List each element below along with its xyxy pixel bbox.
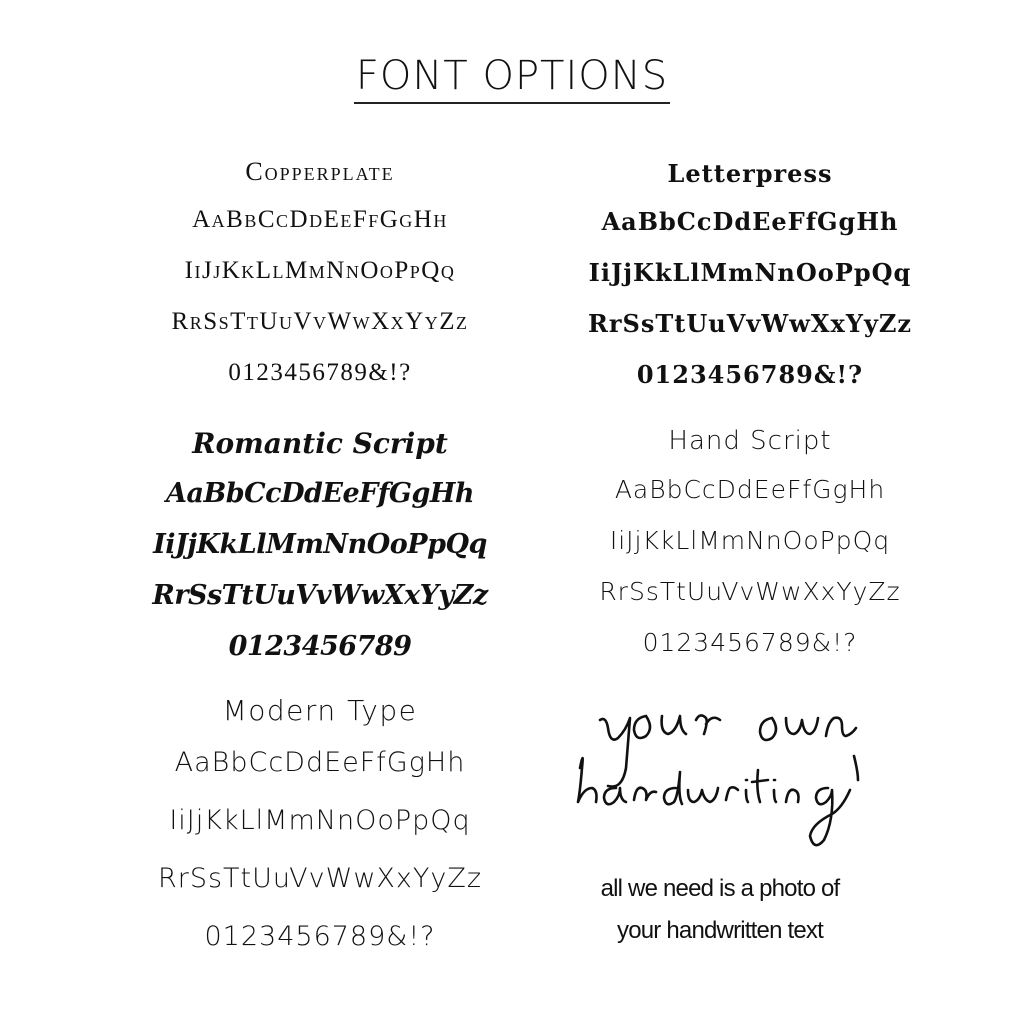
glyph-line: RrSsTtUuVvWwXxYyZz [171, 308, 469, 335]
handwriting-sample-image [560, 690, 900, 870]
glyph-line: 0123456789&!? [228, 359, 412, 386]
glyph-line: IiJjKkLlMmNnOoPpQq [609, 526, 891, 555]
glyph-line: RrSsTtUuVvWwXxYyZz [157, 863, 483, 894]
glyph-line: AaBbCcDdEeFfGgHh [614, 475, 886, 504]
glyph-line: RrSsTtUuVvWwXxYyZz [599, 577, 901, 606]
glyph-line: RrSsTtUuVvWwXxYyZz [587, 309, 913, 338]
glyph-line: 0123456789&!? [204, 921, 436, 952]
font-name-hand-script: Hand Script [668, 426, 832, 456]
font-sample-modern-type [100, 688, 540, 966]
glyph-line: AaBbCcDdEeFfGgHh [601, 207, 899, 236]
page-title: FONT OPTIONS [354, 52, 670, 104]
handwriting-caption [540, 868, 900, 952]
font-name-romantic-script: Romantic Script [192, 427, 448, 460]
caption-line: your handwritten text [617, 917, 823, 944]
glyph-line: 0123456789&!? [642, 628, 858, 657]
glyph-line: AaBbCcDdEeFfGgHh [174, 747, 466, 778]
handwriting-sample [560, 690, 900, 870]
font-sample-copperplate [110, 150, 530, 398]
glyph-line: IiJjKkLlMmNnOoPpQq [153, 529, 487, 560]
font-name-copperplate: Copperplate [245, 157, 395, 186]
glyph-line: AaBbCcDdEeFfGgHh [192, 206, 448, 233]
caption-line: all we need is a photo of [600, 875, 840, 902]
font-name-letterpress: Letterpress [667, 159, 833, 188]
font-name-modern-type: Modern Type [222, 694, 418, 727]
font-sample-hand-script [540, 418, 960, 668]
font-sample-romantic-script [100, 420, 540, 672]
font-sample-letterpress [540, 152, 960, 400]
glyph-line: IiJjKkLlMmNnOoPpQq [184, 257, 456, 284]
glyph-line: 0123456789&!? [636, 360, 864, 389]
glyph-line: AaBbCcDdEeFfGgHh [166, 478, 474, 509]
glyph-line: 0123456789 [228, 631, 412, 662]
glyph-line: IiJjKkLlMmNnOoPpQq [588, 258, 912, 287]
glyph-line: RrSsTtUuVvWwXxYyZz [152, 580, 488, 611]
page-title-wrap [0, 52, 1024, 104]
glyph-line: IiJjKkLlMmNnOoPpQq [169, 805, 471, 836]
